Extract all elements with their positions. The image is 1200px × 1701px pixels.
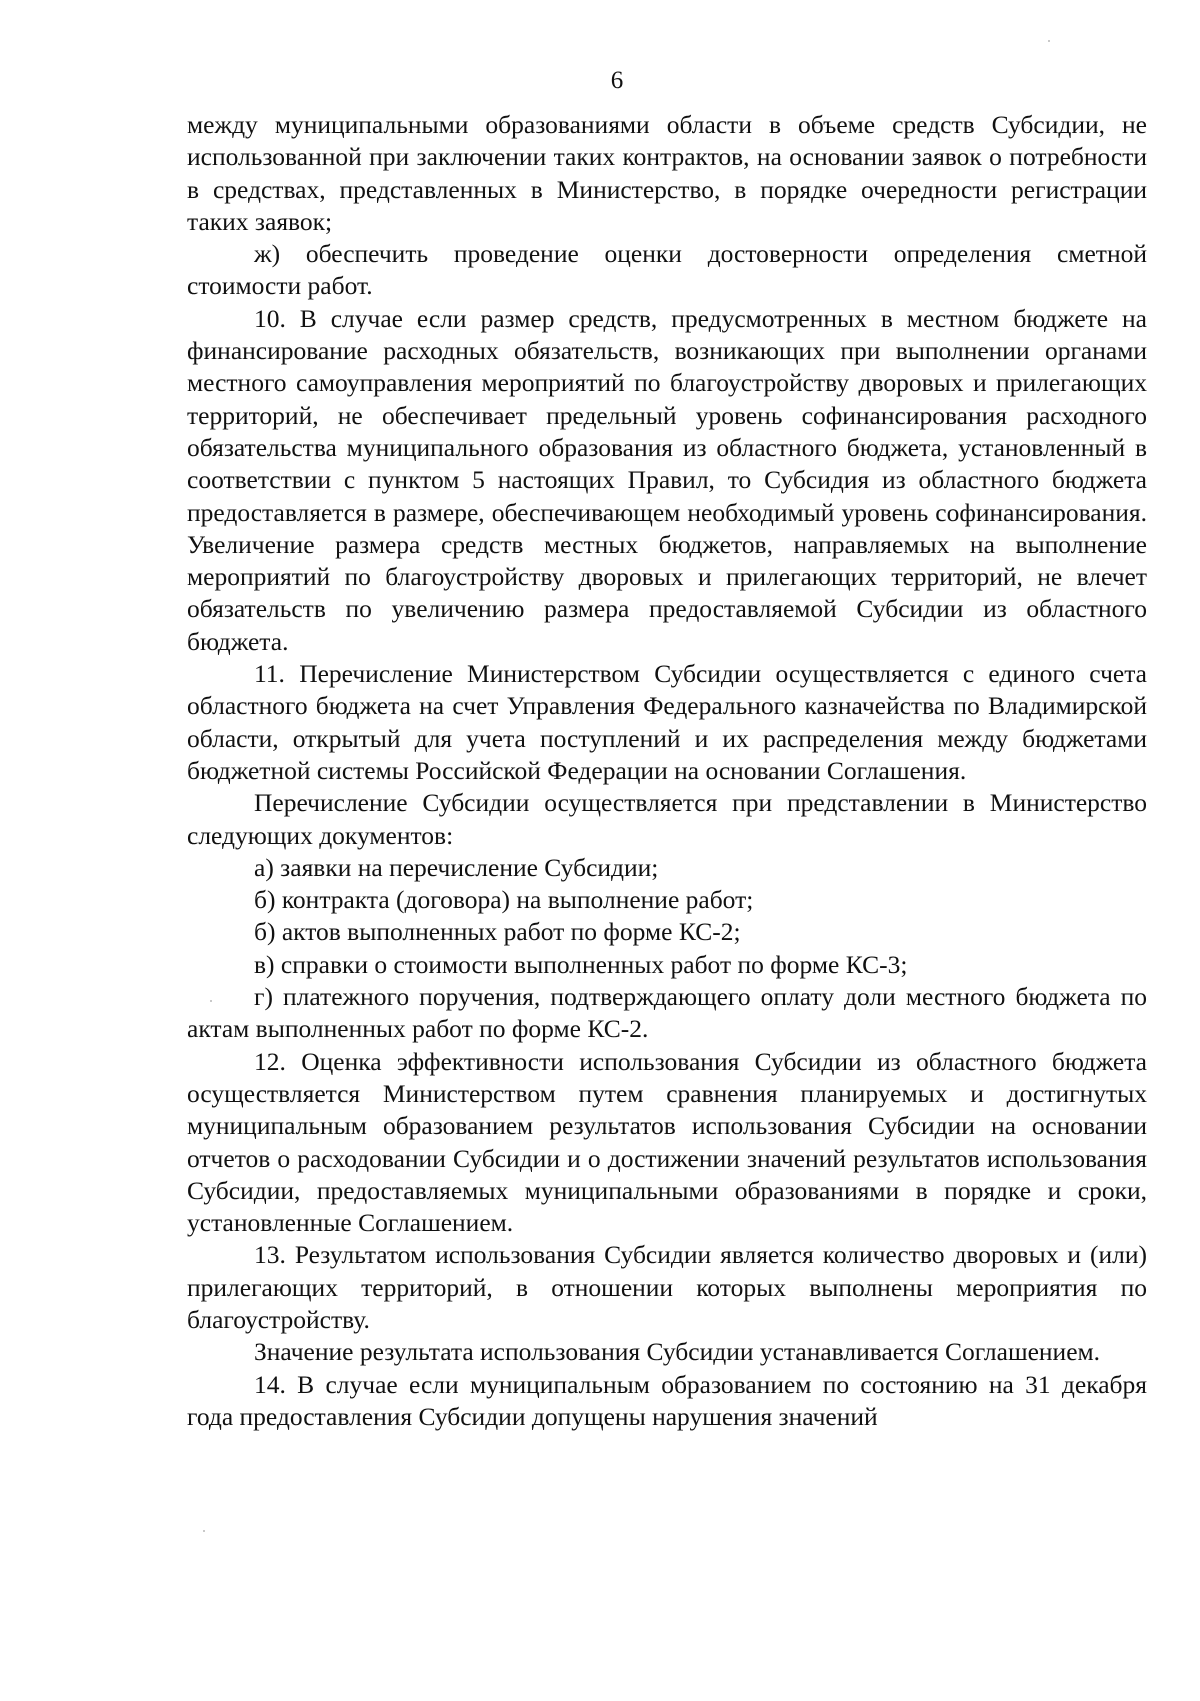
paragraph-documents-intro: Перечисление Субсидии осуществляется при представлении в Министерство следующих документов: [187,788,1147,850]
scan-speck [203,1530,205,1532]
paragraph-12: 12. Оценка эффективности использования Субсидии из областного бюджета осуществляется Министерством путем сравнения планируемых и достигнутых муниципальным образованием результатов использования Субсидии на основании отчетов о расходовании Субсидии и о достижении значений результатов использования Субсидии, предоставляемых муниципальными образованиями в порядке и сроки, установленные Соглашением. [187,1046,1147,1238]
paragraph-11: 11. Перечисление Министерством Субсидии осуществляется с единого счета областного бюджета на счет Управления Федерального казначейства по Владимирской области, открытый для учета поступлений и их распределения между бюджетами бюджетной системы Российской Федерации на основании Соглашения. [187,659,1147,785]
list-item-b-acts: б) актов выполненных работ по форме КС-2; [254,917,741,947]
list-item-v: в) справки о стоимости выполненных работ по форме КС-3; [254,949,908,979]
document-body [187,109,1147,1433]
list-item-g: г) платежного поручения, подтверждающего оплату доли местного бюджета по актам выполненных работ по форме КС-2. [187,982,1147,1044]
paragraph-continuation: между муниципальными образованиями области в объеме средств Субсидии, не использованной при заключении таких контрактов, на основании заявок о потребности в средствах, представленных в Министерство, в порядке очередности регистрации таких заявок; [187,110,1147,236]
list-item-b-contract: б) контракта (договора) на выполнение работ; [254,885,754,915]
paragraph-13: 13. Результатом использования Субсидии является количество дворовых и (или) прилегающих территорий, в отношении которых выполнены мероприятия по благоустройству. [187,1240,1147,1334]
paragraph-14: 14. В случае если муниципальным образованием по состоянию на 31 декабря года предоставления Субсидии допущены нарушения значений [187,1369,1147,1431]
scan-speck [210,1000,212,1002]
paragraph-result-value: Значение результата использования Субсидии устанавливается Соглашением. [254,1337,1101,1367]
list-item-a: а) заявки на перечисление Субсидии; [254,852,659,882]
page-number: 6 [610,67,624,94]
paragraph-item-zh: ж) обеспечить проведение оценки достоверности определения сметной стоимости работ. [187,239,1147,301]
scan-speck [1048,40,1050,42]
paragraph-10: 10. В случае если размер средств, предусмотренных в местном бюджете на финансирование расходных обязательств, возникающих при выполнении органами местного самоуправления мероприятий по благоустройству дворовых и прилегающих территорий, не обеспечивает предельный уровень софинансирования расходного обязательства муниципального образования из областного бюджета, установленный в соответствии с пунктом 5 настоящих Правил, то Субсидия из областного бюджета предоставляется в размере, обеспечивающем необходимый уровень софинансирования. Увеличение размера средств местных бюджетов, направляемых на выполнение мероприятий по благоустройству дворовых и прилегающих территорий, не влечет обязательств по увеличению размера предоставляемой Субсидии из областного бюджета. [187,303,1147,656]
